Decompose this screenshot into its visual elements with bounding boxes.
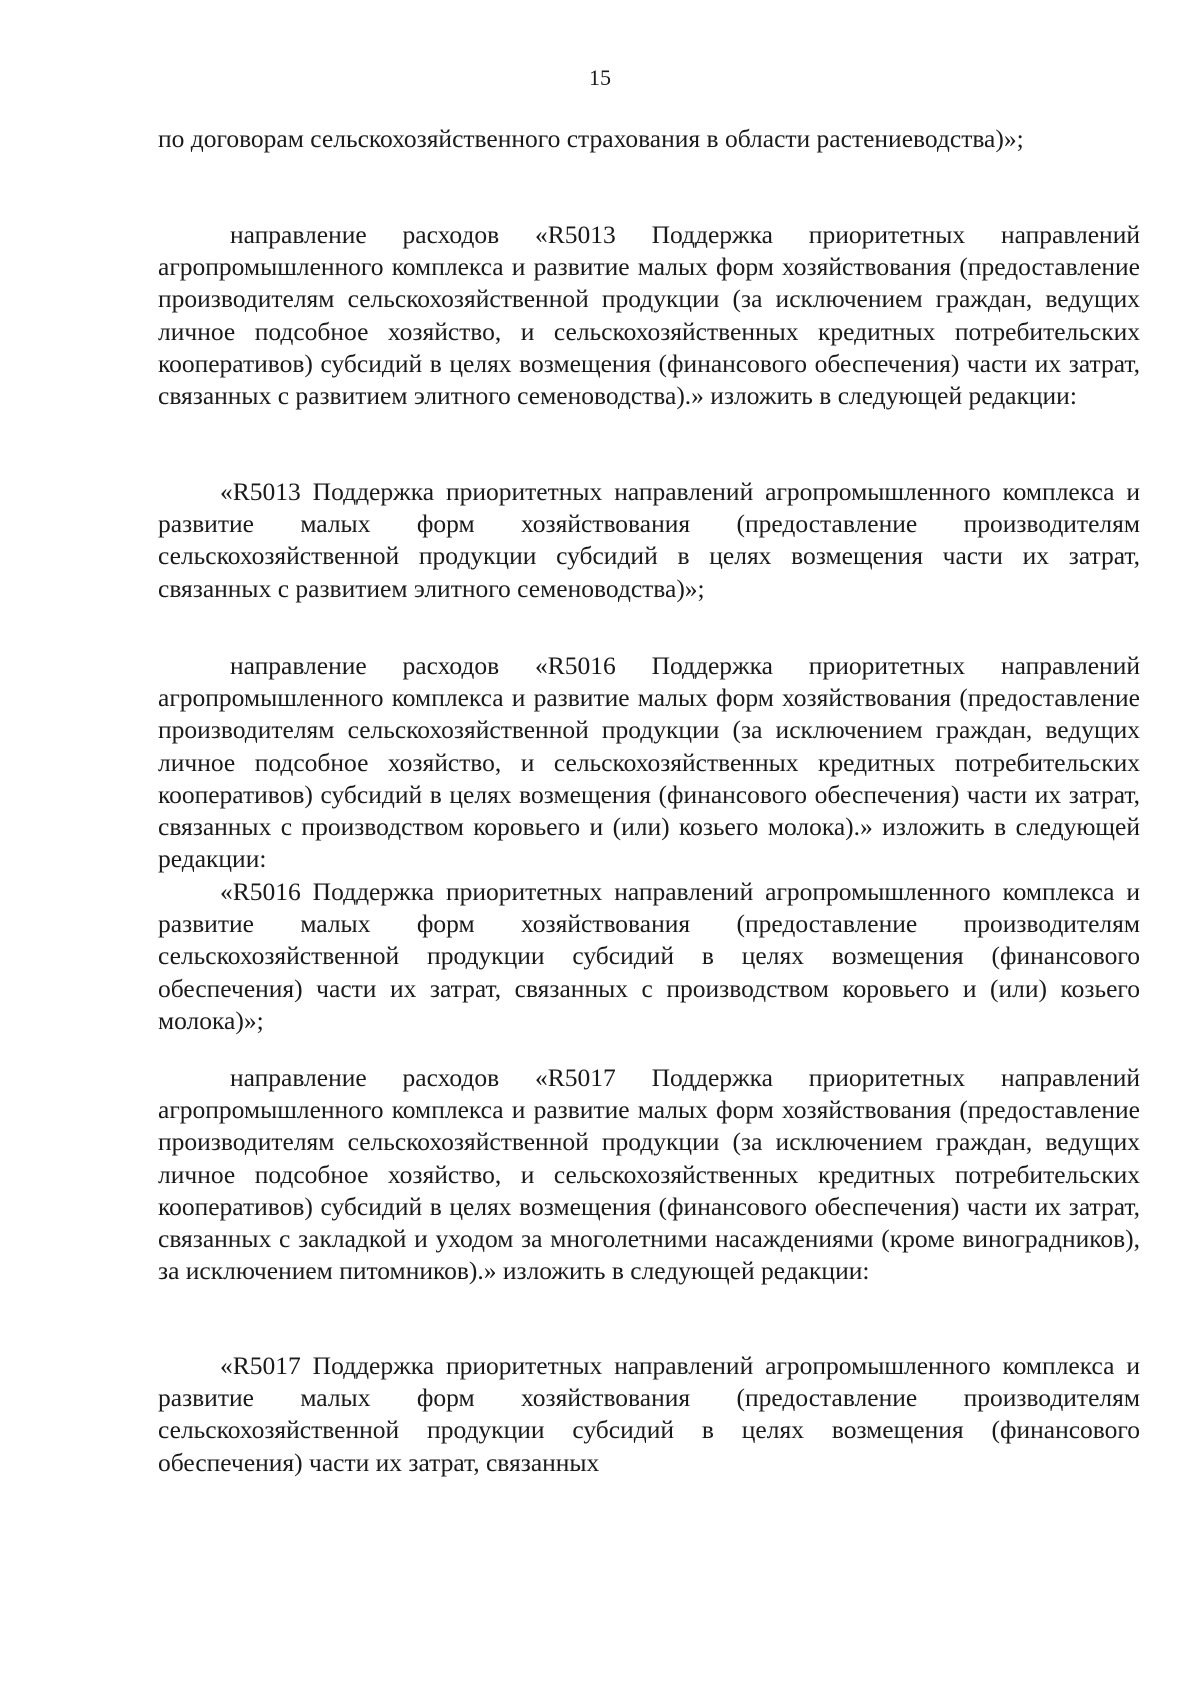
paragraph-text: «R5013 Поддержка приоритетных направлений агропромышленного комплекса и развитие малых форм хозяйствования (предоставление производителям сельскохозяйственной продукции субсидий в целях возмещения части их затрат, связанных с развитием элитного семеноводства)»; (158, 477, 1140, 603)
paragraph-r5016-new-wording (158, 876, 1140, 1037)
paragraph-r5013-new-wording (158, 476, 1140, 605)
paragraph-text: направление расходов «R5017 Поддержка приоритетных направлений агропромышленного комплекса и развитие малых форм хозяйствования (предоставление производителям сельскохозяйственной продукции (за исключением граждан, ведущих личное подсобное хозяйство, и сельскохозяйственных кредитных потребительских кооперативов) субсидий в целях возмещения (финансового обеспечения) части их затрат, связанных с закладкой и уходом за многолетними насаждениями (кроме виноградников), за исключением питомников).» изложить в следующей редакции: (158, 1063, 1140, 1286)
paragraph-text: «R5016 Поддержка приоритетных направлений агропромышленного комплекса и развитие малых форм хозяйствования (предоставление производителям сельскохозяйственной продукции субсидий в целях возмещения (финансового обеспечения) части их затрат, связанных с производством коровьего и (или) козьего молока)»; (158, 877, 1140, 1035)
paragraph-r5017-new-wording (158, 1350, 1140, 1479)
paragraph-text: по договорам сельскохозяйственного страхования в области растениеводства)»; (158, 124, 1024, 153)
paragraph-r5017-direction (158, 1062, 1140, 1287)
paragraph-r5013-direction (158, 219, 1140, 412)
paragraph-text: «R5017 Поддержка приоритетных направлений агропромышленного комплекса и развитие малых форм хозяйствования (предоставление производителям сельскохозяйственной продукции субсидий в целях возмещения (финансового обеспечения) части их затрат, связанных (158, 1351, 1140, 1477)
paragraph-text: направление расходов «R5016 Поддержка приоритетных направлений агропромышленного комплекса и развитие малых форм хозяйствования (предоставление производителям сельскохозяйственной продукции (за исключением граждан, ведущих личное подсобное хозяйство, и сельскохозяйственных кредитных потребительских кооперативов) субсидий в целях возмещения (финансового обеспечения) части их затрат, связанных с производством коровьего и (или) козьего молока).» изложить в следующей редакции: (158, 651, 1140, 874)
paragraph-text: направление расходов «R5013 Поддержка приоритетных направлений агропромышленного комплекса и развитие малых форм хозяйствования (предоставление производителям сельскохозяйственной продукции (за исключением граждан, ведущих личное подсобное хозяйство, и сельскохозяйственных кредитных потребительских кооперативов) субсидий в целях возмещения (финансового обеспечения) части их затрат, связанных с развитием элитного семеноводства).» изложить в следующей редакции: (158, 220, 1140, 411)
paragraph-continuation (158, 123, 1140, 155)
paragraph-r5016-direction (158, 650, 1140, 875)
page-number: 15 (589, 65, 611, 90)
